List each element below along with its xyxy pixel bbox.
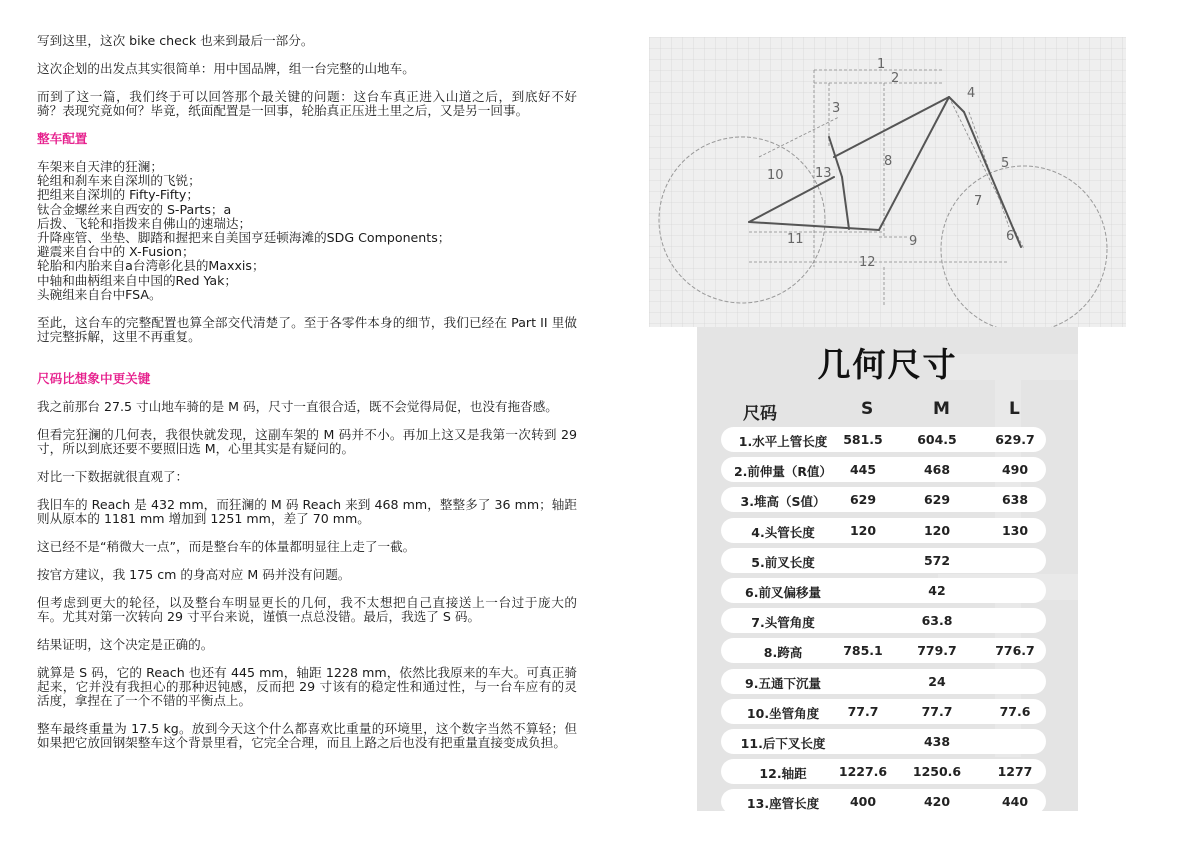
cell-size-m: 120 bbox=[923, 522, 951, 538]
cell-size-l: 1277 bbox=[997, 764, 1033, 780]
row-label: 7.头管角度 bbox=[751, 615, 815, 631]
row-label: 2.前伸量（R值） bbox=[733, 464, 833, 480]
cell-all-sizes: 24 bbox=[928, 673, 946, 689]
cell-size-s: 785.1 bbox=[843, 643, 883, 659]
table-row bbox=[721, 699, 1046, 724]
column-header-l: L bbox=[1009, 399, 1020, 419]
paragraph: 这已经不是“稍微大一点”，而是整台车的体量都明显往上走了一截。 bbox=[37, 539, 416, 555]
paragraph: 就算是 S 码，它的 Reach 也还有 445 mm，轴距 1228 mm，依然比我原来的车大。可真正骑起来，它并没有我担心的那种迟钝感，反而把 29 寸该有的稳定性和通过性，与一台车应有的灵活度，拿捏在了一个不错的平衡点上。 bbox=[37, 665, 577, 709]
diagram-label: 3 bbox=[832, 101, 841, 116]
diagram-label: 6 bbox=[1006, 229, 1015, 244]
cell-size-l: 638 bbox=[1001, 492, 1029, 508]
row-label: 5.前叉长度 bbox=[751, 554, 815, 570]
paragraph: 但看完狂澜的几何表，我很快就发现，这副车架的 M 码并不小。再加上这又是我第一次转到 29 寸，所以到底还要不要照旧选 M，心里其实是有疑问的。 bbox=[37, 427, 577, 457]
cell-size-s: 629 bbox=[849, 492, 877, 508]
row-label: 12.轴距 bbox=[759, 766, 807, 782]
cell-size-l: 490 bbox=[1001, 462, 1029, 478]
table-row bbox=[721, 578, 1046, 603]
row-label: 4.头管长度 bbox=[751, 524, 815, 540]
cell-all-sizes: 42 bbox=[928, 583, 946, 598]
cell-size-s: 445 bbox=[849, 462, 877, 478]
cell-size-s: 581.5 bbox=[843, 432, 883, 447]
cell-size-s: 120 bbox=[849, 522, 877, 538]
list-item: 车架来自天津的狂澜； bbox=[37, 159, 163, 174]
paragraph: 但考虑到更大的轮径，以及整台车明显更长的几何，我不太想把自己直接送上一台过于庞大的车。尤其对第一次转向 29 寸平台来说，谨慎一点总没错。最后，我选了 S 码。 bbox=[37, 595, 577, 625]
table-row bbox=[721, 638, 1046, 663]
row-label: 13.座管长度 bbox=[746, 796, 820, 811]
table-row bbox=[721, 729, 1046, 754]
list-item: 后拨、飞轮和指拨来自佛山的速瑞达； bbox=[37, 215, 252, 231]
list-item: 中轴和曲柄组来自中国的Red Yak； bbox=[37, 272, 238, 288]
geometry-table bbox=[697, 327, 1078, 811]
diagram-label: 10 bbox=[767, 168, 784, 183]
cell-size-s: 77.7 bbox=[847, 703, 879, 719]
cell-size-m: 629 bbox=[923, 492, 951, 508]
list-item: 轮胎和内胎来自a台湾彰化县的Maxxis； bbox=[37, 258, 265, 274]
paragraph: 我旧车的 Reach 是 432 mm，而狂澜的 M 码 Reach 来到 468 mm，整整多了 36 mm；轴距则从原本的 1181 mm 增加到 1251 mm，差了 70 mm。 bbox=[37, 497, 577, 527]
diagram-label: 8 bbox=[884, 154, 893, 169]
component-list bbox=[37, 160, 577, 302]
list-item: 头碗组来自台中FSA。 bbox=[37, 286, 162, 302]
row-label: 6.前叉偏移量 bbox=[745, 585, 821, 600]
diagram-label: 2 bbox=[891, 71, 900, 86]
row-label: 11.后下叉长度 bbox=[740, 736, 826, 751]
section-heading: 尺码比想象中更关键 bbox=[37, 371, 151, 387]
cell-size-s: 1227.6 bbox=[838, 764, 888, 780]
cell-size-l: 77.6 bbox=[999, 703, 1031, 719]
row-label: 3.堆高（S值） bbox=[740, 494, 826, 510]
column-header-m: M bbox=[933, 399, 950, 419]
cell-size-l: 629.7 bbox=[995, 432, 1035, 447]
table-row bbox=[721, 518, 1046, 543]
list-item: 钛合金螺丝来自西安的 S-Parts；a bbox=[37, 201, 232, 217]
column-header-size: 尺码 bbox=[743, 404, 777, 424]
cell-size-l: 776.7 bbox=[995, 643, 1035, 659]
row-label: 8.跨高 bbox=[763, 645, 803, 661]
article-text bbox=[37, 34, 577, 764]
cell-all-sizes: 572 bbox=[923, 552, 951, 568]
cell-size-s: 400 bbox=[849, 794, 877, 810]
section-heading: 整车配置 bbox=[37, 131, 88, 146]
table-row bbox=[721, 457, 1046, 482]
cell-size-m: 420 bbox=[923, 794, 951, 810]
cell-all-sizes: 438 bbox=[923, 734, 951, 749]
cell-all-sizes: 63.8 bbox=[921, 613, 953, 629]
diagram-label: 12 bbox=[859, 255, 876, 270]
diagram-label: 9 bbox=[909, 234, 918, 249]
cell-size-m: 77.7 bbox=[921, 703, 953, 719]
diagram-label: 11 bbox=[787, 232, 804, 247]
paragraph: 整车最终重量为 17.5 kg。放到今天这个什么都喜欢比重量的环境里，这个数字当然不算轻；但如果把它放回钢架整车这个背景里看，它完全合理，而且上路之后也没有把重量直接变成负担。 bbox=[37, 721, 577, 751]
list-item: 升降座管、坐垫、脚踏和握把来自美国亨廷顿海滩的SDG Components； bbox=[37, 230, 451, 246]
diagram-label: 5 bbox=[1001, 156, 1010, 171]
table-row bbox=[721, 608, 1046, 633]
paragraph: 至此，这台车的完整配置也算全部交代清楚了。至于各零件本身的细节，我们已经在 Part II 里做过完整拆解，这里不再重复。 bbox=[37, 315, 577, 345]
column-header-s: S bbox=[861, 399, 874, 419]
list-item: 轮组和刹车来自深圳的飞锐； bbox=[37, 173, 201, 189]
list-item: 避震来自台中的 X-Fusion； bbox=[37, 244, 195, 260]
paragraph: 写到这里，这次 bike check 也来到最后一部分。 bbox=[37, 33, 314, 48]
table-row bbox=[721, 759, 1046, 784]
geometry-diagram bbox=[649, 37, 1126, 327]
table-title: 几何尺寸 bbox=[817, 345, 958, 384]
paragraph: 结果证明，这个决定是正确的。 bbox=[37, 637, 214, 653]
paragraph: 按官方建议，我 175 cm 的身高对应 M 码并没有问题。 bbox=[37, 567, 351, 583]
cell-size-m: 1250.6 bbox=[912, 764, 962, 780]
list-item: 把组来自深圳的 Fifty-Fifty； bbox=[37, 187, 199, 203]
diagram-label: 13 bbox=[815, 166, 832, 181]
cell-size-m: 468 bbox=[923, 462, 951, 478]
paragraph: 这次企划的出发点其实很简单：用中国品牌，组一台完整的山地车。 bbox=[37, 61, 415, 76]
paragraph: 对比一下数据就很直观了： bbox=[37, 469, 189, 485]
diagram-label: 4 bbox=[967, 86, 976, 101]
diagram-label: 7 bbox=[974, 194, 983, 209]
cell-size-l: 130 bbox=[1001, 522, 1029, 538]
cell-size-m: 779.7 bbox=[917, 643, 957, 659]
table-row bbox=[721, 669, 1046, 694]
row-label: 1.水平上管长度 bbox=[738, 434, 828, 449]
diagram-label: 1 bbox=[877, 57, 886, 72]
table-row bbox=[721, 548, 1046, 573]
table-row bbox=[721, 789, 1046, 811]
table-row bbox=[721, 427, 1046, 452]
paragraph: 我之前那台 27.5 寸山地车骑的是 M 码，尺寸一直很合适，既不会觉得局促，也没有拖沓感。 bbox=[37, 399, 558, 415]
cell-size-l: 440 bbox=[1001, 794, 1029, 810]
table-row bbox=[721, 487, 1046, 512]
row-label: 10.坐管角度 bbox=[746, 705, 820, 721]
cell-size-m: 604.5 bbox=[917, 432, 957, 447]
row-label: 9.五通下沉量 bbox=[745, 675, 821, 691]
paragraph: 而到了这一篇，我们终于可以回答那个最关键的问题：这台车真正进入山道之后，到底好不好骑？表现究竟如何？毕竟，纸面配置是一回事，轮胎真正压进土里之后，又是另一回事。 bbox=[37, 89, 577, 118]
